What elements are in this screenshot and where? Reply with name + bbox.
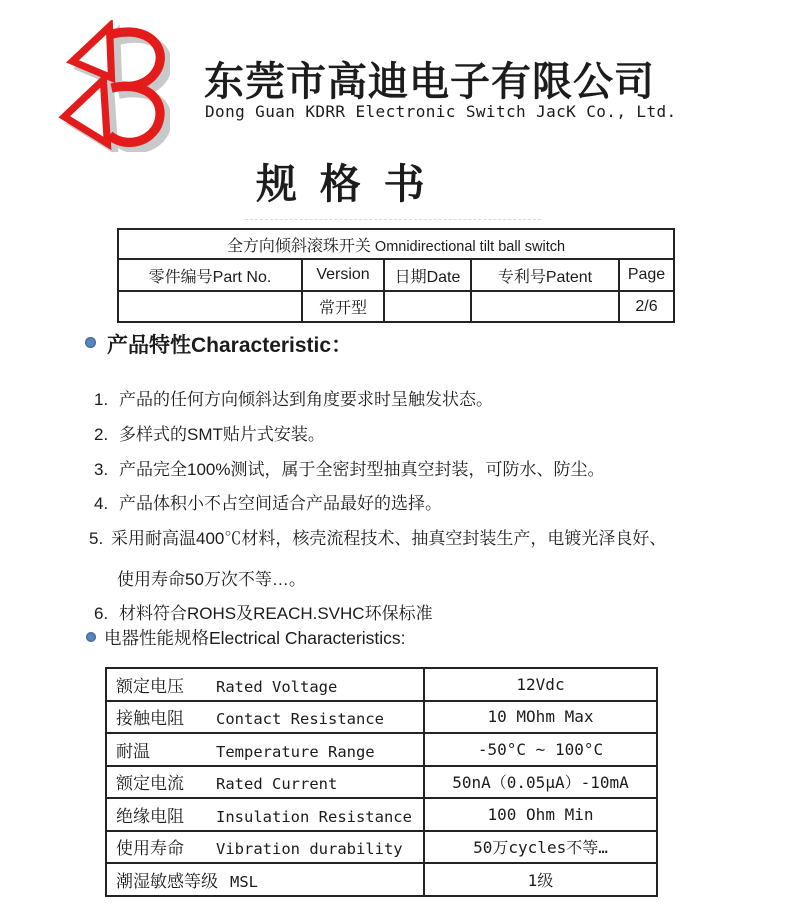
param-label-cell bbox=[106, 701, 424, 734]
feature-item-continuation bbox=[117, 565, 306, 590]
param-name-chinese: 潮湿敏感等级 bbox=[116, 871, 218, 891]
cell-date bbox=[384, 291, 471, 322]
feature-number: 5. bbox=[89, 529, 104, 548]
param-value-cell: 12Vdc bbox=[424, 668, 657, 701]
feature-number: 2. bbox=[94, 425, 109, 444]
bullet-icon bbox=[85, 337, 96, 348]
param-label-cell bbox=[106, 863, 424, 896]
feature-text: 产品完全100%测试，属于全密封型抽真空封装，可防水、防尘。 bbox=[119, 460, 605, 479]
table-row bbox=[106, 798, 657, 831]
param-name-english: Temperature Range bbox=[216, 742, 375, 761]
document-title: 规 格 书 bbox=[256, 161, 425, 207]
feature-text: 产品体积小不占空间适合产品最好的选择。 bbox=[119, 494, 442, 513]
feature-number: 3. bbox=[94, 460, 109, 479]
product-title-cell bbox=[118, 229, 674, 259]
feature-number: 1. bbox=[94, 390, 109, 409]
param-label-cell bbox=[106, 831, 424, 864]
feature-number: 4. bbox=[94, 494, 109, 513]
cell-page: 2/6 bbox=[619, 291, 674, 322]
feature-item bbox=[89, 524, 666, 549]
param-name-english: Insulation Resistance bbox=[216, 807, 412, 826]
param-name-chinese: 额定电压 bbox=[116, 676, 184, 696]
col-header-date: 日期Date bbox=[384, 259, 471, 291]
param-name-chinese: 绝缘电阻 bbox=[116, 806, 184, 826]
param-label-cell bbox=[106, 766, 424, 799]
table-row bbox=[106, 733, 657, 766]
feature-item bbox=[94, 385, 493, 410]
section-heading-characteristics: 产品特性Characteristic： bbox=[107, 334, 353, 357]
param-value-cell: -50°C ~ 100°C bbox=[424, 733, 657, 766]
product-title-row bbox=[118, 229, 674, 259]
double-arrow-b-logo-icon bbox=[52, 20, 170, 152]
col-header-part-no: 零件编号Part No. bbox=[118, 259, 302, 291]
param-value-cell: 100 Ohm Min bbox=[424, 798, 657, 831]
electrical-characteristics-table bbox=[105, 667, 658, 897]
param-label-cell bbox=[106, 668, 424, 701]
product-name-english: Omnidirectional tilt ball switch bbox=[370, 238, 566, 255]
product-name-chinese: 全方向倾斜滚珠开关 bbox=[226, 237, 371, 255]
cell-patent bbox=[471, 291, 619, 322]
param-name-english: Contact Resistance bbox=[216, 710, 384, 729]
param-name-chinese: 接触电阻 bbox=[116, 709, 184, 729]
cell-version: 常开型 bbox=[302, 291, 384, 322]
param-name-chinese: 额定电流 bbox=[116, 774, 184, 794]
company-logo-icon bbox=[52, 20, 170, 152]
param-name-chinese: 耐温 bbox=[116, 741, 150, 761]
table-row bbox=[106, 863, 657, 896]
table-row bbox=[106, 668, 657, 701]
param-name-english: Rated Current bbox=[216, 775, 338, 794]
info-value-row bbox=[118, 291, 674, 322]
feature-number: 6. bbox=[94, 604, 109, 623]
param-value-cell: 50万cycles不等… bbox=[424, 831, 657, 864]
feature-text: 使用寿命50万次不等…。 bbox=[117, 570, 306, 589]
feature-text: 材料符合ROHS及REACH.SVHC环保标准 bbox=[119, 604, 433, 623]
bullet-icon bbox=[86, 632, 96, 642]
col-header-page: Page bbox=[619, 259, 674, 291]
feature-text: 多样式的SMT贴片式安装。 bbox=[119, 425, 325, 444]
param-value-cell: 50nA（0.05μA）-10mA bbox=[424, 766, 657, 799]
feature-item bbox=[94, 489, 442, 514]
section-heading-electrical: 电器性能规格Electrical Characteristics: bbox=[104, 628, 406, 648]
feature-text: 产品的任何方向倾斜达到角度要求时呈触发状态。 bbox=[119, 390, 493, 409]
title-underline bbox=[245, 219, 541, 220]
table-row bbox=[106, 766, 657, 799]
param-value-cell: 10 MOhm Max bbox=[424, 701, 657, 734]
company-name-english: Dong Guan KDRR Electronic Switch JacK Co., Ltd. bbox=[205, 102, 677, 121]
param-label-cell bbox=[106, 798, 424, 831]
param-name-english: Vibration durability bbox=[216, 840, 403, 859]
feature-text: 采用耐高温400℃材料，核壳流程技术、抽真空封装生产，电镀光泽良好、 bbox=[111, 529, 667, 548]
param-name-chinese: 使用寿命 bbox=[116, 839, 184, 859]
cell-part-no bbox=[118, 291, 302, 322]
company-name-chinese: 东莞市高迪电子有限公司 bbox=[204, 60, 655, 104]
table-row bbox=[106, 831, 657, 864]
info-header-row bbox=[118, 259, 674, 291]
product-info-table bbox=[117, 228, 675, 323]
param-name-english: Rated Voltage bbox=[216, 677, 338, 696]
col-header-version: Version bbox=[302, 259, 384, 291]
feature-item bbox=[94, 599, 433, 624]
feature-item bbox=[94, 455, 604, 480]
param-value-cell: 1级 bbox=[424, 863, 657, 896]
col-header-patent: 专利号Patent bbox=[471, 259, 619, 291]
param-label-cell bbox=[106, 733, 424, 766]
param-name-english: MSL bbox=[230, 872, 258, 891]
table-row bbox=[106, 701, 657, 734]
feature-item bbox=[94, 420, 325, 445]
